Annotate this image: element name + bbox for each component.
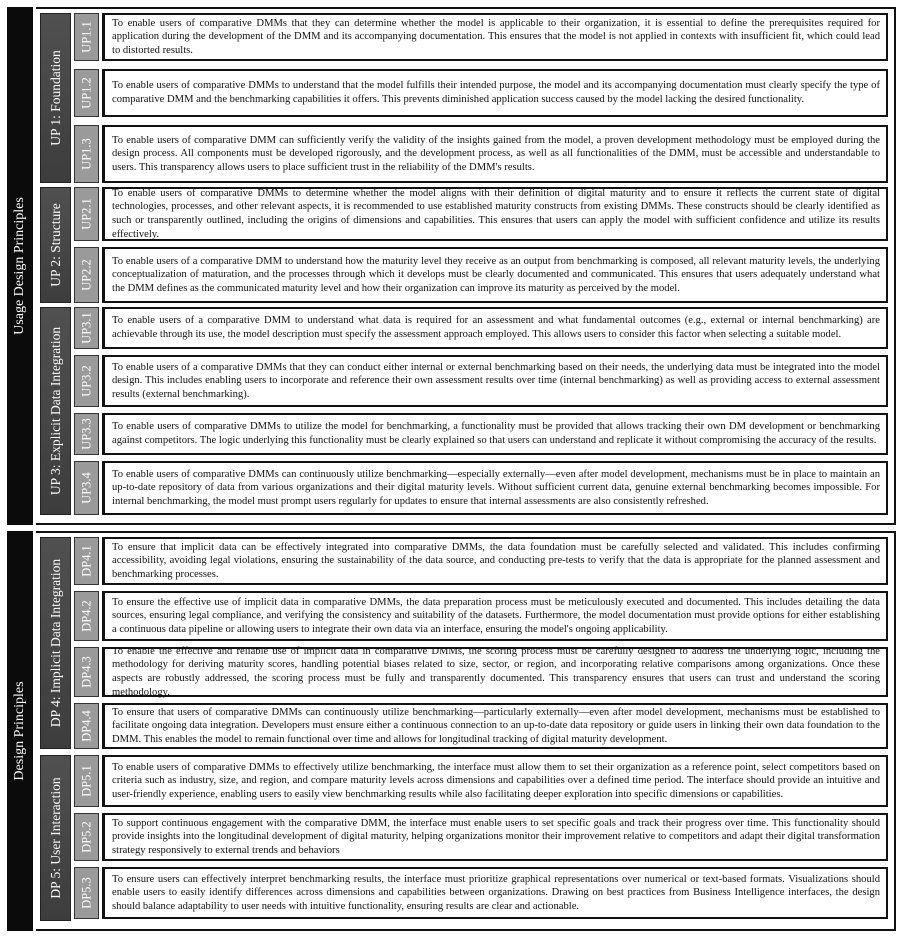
principle-item bbox=[71, 247, 888, 303]
principle-id-tab bbox=[74, 867, 99, 919]
principle-text: To ensure users can effectively interpret benchmarking results, the interface must prioritize graphical representations over numerical or text-based formats. Visualizations should enable users to easily identify differences across dimensions and capabilities between organizations. Drawing on best practices from Business Intelligence interfaces, the design should balance adaptability to user needs with intuitive functionality, ensuring results are clear and actionable. bbox=[112, 873, 880, 912]
group-label: UP 1: Foundation bbox=[47, 50, 63, 146]
principle-text: To enable users of comparative DMMs to understand that the model fulfills their intended purpose, the model and its accompanying documentation must clearly specify the type of comparative DMM and the benchmarking capabilities it offers. This prevents diminished application success caused by the model lacking the desired functionality. bbox=[112, 80, 880, 105]
principle-id: UP3.1 bbox=[79, 312, 93, 344]
principle-id: DP5.2 bbox=[79, 821, 93, 853]
principle-text-box bbox=[102, 413, 888, 455]
principle-id: UP3.2 bbox=[79, 365, 93, 397]
principle-text-box bbox=[102, 591, 888, 641]
principle-id-tab bbox=[74, 307, 99, 349]
principle-id: UP3.4 bbox=[79, 472, 93, 504]
group-up3 bbox=[40, 307, 888, 515]
principle-text-box bbox=[102, 125, 888, 183]
principle-id: DP4.3 bbox=[79, 656, 93, 688]
principle-item bbox=[71, 355, 888, 407]
group-label-bar bbox=[40, 13, 71, 183]
principle-text-box bbox=[102, 647, 888, 697]
principle-text-box bbox=[102, 813, 888, 861]
section-label-bar bbox=[7, 7, 33, 525]
principle-id-tab bbox=[74, 413, 99, 455]
section-label-bar bbox=[7, 531, 33, 931]
principle-id-tab bbox=[74, 125, 99, 183]
principle-text-box bbox=[102, 307, 888, 349]
principle-id-tab bbox=[74, 247, 99, 303]
principle-id-tab bbox=[74, 69, 99, 117]
principle-item bbox=[71, 867, 888, 919]
principle-item bbox=[71, 813, 888, 861]
section-body bbox=[36, 7, 896, 525]
group-label-bar bbox=[40, 187, 71, 303]
principle-item bbox=[71, 591, 888, 641]
principle-text: To ensure the effective use of implicit data in comparative DMMs, the data preparation process must be meticulously executed and documented. This includes detailing the data sources, ensuring legal compliance, and verifying the consistency and suitability of the datasets. Furthermore, the model documentation must provide options for either establishing a continuous data pipeline or allowing users to integrate their own data via an interface, ensuring the model's ongoing applicability. bbox=[112, 596, 880, 635]
group-items bbox=[71, 187, 888, 303]
group-up2 bbox=[40, 187, 888, 303]
group-items bbox=[71, 307, 888, 515]
principle-text-box bbox=[102, 247, 888, 303]
principle-item bbox=[71, 413, 888, 455]
principle-id: DP4.4 bbox=[79, 710, 93, 742]
group-dp5 bbox=[40, 755, 888, 921]
principle-id: DP5.3 bbox=[79, 877, 93, 909]
section-body bbox=[36, 531, 896, 931]
section-usage-design-principles bbox=[7, 7, 896, 525]
principle-item bbox=[71, 307, 888, 349]
principle-id-tab bbox=[74, 591, 99, 641]
principle-item bbox=[71, 187, 888, 241]
principle-item bbox=[71, 647, 888, 697]
group-label-bar bbox=[40, 537, 71, 749]
principle-text: To enable users of comparative DMMs to determine whether the model aligns with their definition of digital maturity and to ensure it reflects the current state of digital technologies, processes, and other relevant aspects, it is recommended to use established maturity constructs from existing DMMs. These constructs should be clearly identified as such or transparently outlined, including the origins of dimensions and capabilities. This ensures that users can apply the model with sufficient confidence and utilize its results effectively. bbox=[112, 187, 880, 240]
principle-text: To enable users of comparative DMMs to utilize the model for benchmarking, a functionality must be provided that allows tracking their own DM development or benchmarking against competitors. The logic underlying this functionality must be clearly explained so that users can understand and replicate it without compromising the accuracy of the results. bbox=[112, 421, 880, 446]
principle-text: To enable users of a comparative DMM to understand how the maturity level they receive as an output from benchmarking is composed, all relevant maturity levels, the underlying conceptualization of maturation, and the processes through which it develops must be clearly documented and communicated. This ensures that users adequately understand what the DMM defines as the communicated maturity level and how their organization can improve its maturity as perceived by the model. bbox=[112, 255, 880, 294]
group-label: DP 5: User Interaction bbox=[47, 777, 63, 899]
group-up1 bbox=[40, 13, 888, 183]
principle-item bbox=[71, 13, 888, 61]
principle-item bbox=[71, 755, 888, 807]
principle-item bbox=[71, 69, 888, 117]
principle-text-box bbox=[102, 355, 888, 407]
principle-text-box bbox=[102, 461, 888, 515]
principle-id-tab bbox=[74, 13, 99, 61]
principle-id-tab bbox=[74, 755, 99, 807]
principle-id: UP3.3 bbox=[79, 418, 93, 450]
principle-item bbox=[71, 703, 888, 749]
principle-id: UP1.2 bbox=[79, 77, 93, 109]
principle-id-tab bbox=[74, 187, 99, 241]
principle-id: UP2.2 bbox=[79, 259, 93, 291]
principle-text: To enable the effective and reliable use of implicit data in comparative DMMs, the scoring process must be carefully designed to address the underlying logic, including the methodology for deriving maturity scores, handling potential biases related to size, sector, or region, and incorporating relative comparisons among organizations. Once these aspects are robustly addressed, the scoring process must be fully and transparently documented. This transparency ensures that users can trust and understand the scoring methodology. bbox=[112, 645, 880, 698]
principle-text: To enable users of comparative DMM can sufficiently verify the validity of the insights gained from the model, a proven development methodology must be employed during the design process. All components must be developed rigorously, and the development process, as well as all functionalities of the DMM, must be accessible and understandable to users. This transparency allows users to place sufficient trust in the reliability of the DMM's results. bbox=[112, 134, 880, 173]
principle-id-tab bbox=[74, 647, 99, 697]
group-dp4 bbox=[40, 537, 888, 749]
principle-text: To enable users of comparative DMMs to effectively utilize benchmarking, the interface must allow them to set their organization as a reference point, select competitors based on criteria such as industry, size, and region, and compare maturity levels across dimensions and capabilities over a defined time period. The interface should provide an intuitive and user-friendly experience, enabling users to easily view benchmarking results while also facilitating deeper exploration into specific dimensions or capabilities. bbox=[112, 761, 880, 800]
principle-text-box bbox=[102, 13, 888, 61]
principle-text-box bbox=[102, 69, 888, 117]
principle-text: To ensure that users of comparative DMMs can continuously utilize benchmarking—particularly externally—even after model development, mechanisms must be established to facilitate ongoing data integration. Developers must ensure either a continuous connection to an up-to-date data repository or guide users in linking their own data foundation to the DMM. This enables the model to remain functional over time and allows for longitudinal tracking of digital maturity development. bbox=[112, 706, 880, 745]
group-label: DP 4: Implicit Data Integration bbox=[47, 558, 63, 728]
principle-id: DP4.1 bbox=[79, 545, 93, 577]
principle-id: DP5.1 bbox=[79, 765, 93, 797]
principle-text-box bbox=[102, 537, 888, 585]
group-items bbox=[71, 755, 888, 921]
group-label-bar bbox=[40, 307, 71, 515]
principle-text: To enable users of a comparative DMMs that they can conduct either internal or external benchmarking based on their needs, the underlying data must be integrated into the model design. This includes enabling users to incorporate and reference their own assessment results over time (internal benchmarking) as well as providing access to external assessment results (external benchmarking). bbox=[112, 361, 880, 400]
principle-id: UP2.1 bbox=[79, 198, 93, 230]
principle-text: To enable users of a comparative DMM to understand what data is required for an assessment and what fundamental outcomes (e.g., external or internal benchmarking) are achievable through its use, the model description must specify the assessment approach employed. This allows users to consider this factor when selecting a suitable model. bbox=[112, 315, 880, 340]
section-design-principles bbox=[7, 531, 896, 931]
group-label-bar bbox=[40, 755, 71, 921]
principle-text-box bbox=[102, 867, 888, 919]
principle-text-box bbox=[102, 755, 888, 807]
principle-id-tab bbox=[74, 813, 99, 861]
principle-text: To enable users of comparative DMMs can continuously utilize benchmarking—especially externally—even after model development, mechanisms must be in place to maintain an up-to-date repository of data from various organizations and their digital maturity levels. Without sufficient current data, genuine external benchmarking becomes impossible. For internal benchmarking, the model must prompt users regularly for updates to ensure that internal assessments are also consistently refreshed. bbox=[112, 468, 880, 507]
section-label: Usage Design Principles bbox=[12, 197, 27, 335]
section-label: Design Principles bbox=[12, 681, 27, 781]
group-items bbox=[71, 13, 888, 183]
principle-id-tab bbox=[74, 355, 99, 407]
principle-text: To support continuous engagement with the comparative DMM, the interface must enable users to set specific goals and track their progress over time. This functionality should provide insights into the longitudinal development of digital maturity, helping organizations monitor their improvement relative to competitors and adapt their digital transformation strategy responsively to external trends and behaviors bbox=[112, 817, 880, 856]
principle-text-box bbox=[102, 187, 888, 241]
principle-item bbox=[71, 537, 888, 585]
group-label: UP 3: Explicit Data Integration bbox=[47, 326, 63, 496]
principle-text: To ensure that implicit data can be effectively integrated into comparative DMMs, the data foundation must be carefully selected and validated. This includes confirming accessibility, avoiding legal violations, ensuring the sustainability of the data source, and conducting pre-tests to verify that the data is appropriate for the planned assessment and benchmarking processes. bbox=[112, 541, 880, 580]
principle-id-tab bbox=[74, 461, 99, 515]
group-items bbox=[71, 537, 888, 749]
principle-id: DP4.2 bbox=[79, 600, 93, 632]
principle-id: UP1.3 bbox=[79, 138, 93, 170]
principle-text-box bbox=[102, 703, 888, 749]
principle-item bbox=[71, 125, 888, 183]
principle-id: UP1.1 bbox=[79, 21, 93, 53]
group-label: UP 2: Structure bbox=[47, 203, 63, 287]
principle-text: To enable users of comparative DMMs that they can determine whether the model is applicable to their organization, it is essential to define the prerequisites required for application during the development of the DMM and its accompanying documentation. This ensures that the model is not applied in contexts with insufficient fit, which could lead to distorted results. bbox=[112, 17, 880, 56]
principle-id-tab bbox=[74, 703, 99, 749]
principle-id-tab bbox=[74, 537, 99, 585]
principle-item bbox=[71, 461, 888, 515]
